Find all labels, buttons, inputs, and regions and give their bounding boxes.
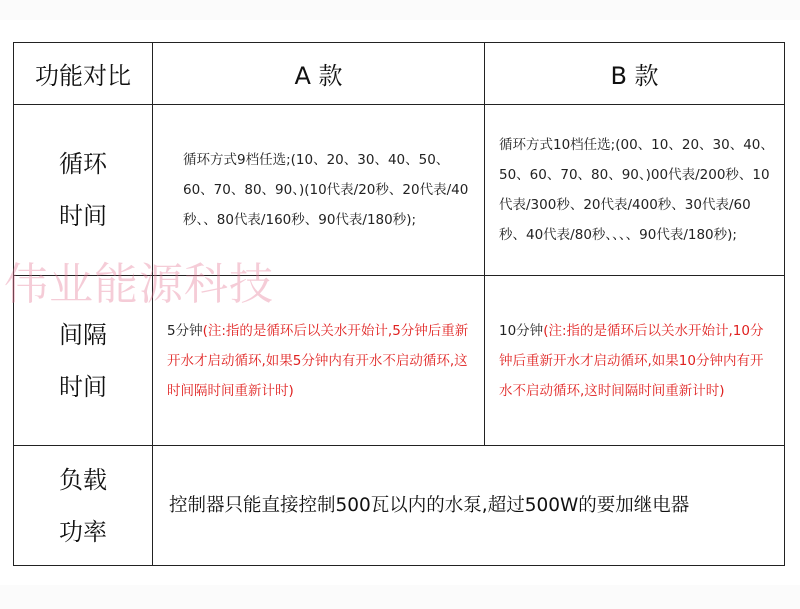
interval-a-note: (注:指的是循环后以关水开始计,5分钟后重新开水才启动循环,如果5分钟内有开水不启动循环,这时间隔时间重新计时) [167,322,469,399]
load-power-text: 控制器只能直接控制500瓦以内的水泵,超过500W的要加继电器 [169,494,690,516]
cell-interval-time-a [153,276,485,446]
row-label-line: 时间 [59,202,107,230]
table-row-load-power [14,446,785,566]
cell-cycle-time-a [153,105,485,276]
row-label-line: 负载 [59,465,107,494]
row-label-line: 间隔 [59,320,107,349]
column-header-b: B 款 [485,43,785,105]
table-header-row [14,43,785,105]
row-label-cycle-time [14,105,153,276]
row-label-line: 功率 [59,517,107,546]
function-comparison-table [13,42,785,566]
interval-a-prefix: 5分钟 [167,322,203,339]
interval-time-a-text [153,316,484,406]
table-row-interval-time [14,276,785,446]
interval-b-note: (注:指的是循环后以关水开始计,10分钟后重新开水才启动循环,如果10分钟内有开水不启动循环,这时间隔时间重新计时) [499,322,764,399]
cell-interval-time-b [485,276,785,446]
row-label-line: 循环 [59,150,107,178]
cycle-time-a-text: 循环方式9档任选;(10、20、30、40、50、60、70、80、90、)(10代表/20秒、20代表/40秒、、80代表/160秒、90代表/180秒); [183,152,469,228]
cell-cycle-time-b [485,105,785,276]
cycle-time-b-text: 循环方式10档任选;(00、10、20、30、40、50、60、70、80、90、)00代表/200秒、10代表/300秒、20代表/400秒、30代表/60秒、40代表/80秒、、、、90代表/180秒); [499,137,774,243]
interval-time-b-text [485,316,784,406]
corner-header: 功能对比 [14,43,153,105]
column-header-a: A 款 [153,43,485,105]
cell-load-power [153,446,785,566]
row-label-line: 时间 [59,372,107,401]
watermark-text: 伟业能源科技 [4,259,274,310]
row-label-interval-time [14,276,153,446]
interval-b-prefix: 10分钟 [499,322,544,339]
table-row-cycle-time [14,105,785,276]
row-label-load-power [14,446,153,566]
